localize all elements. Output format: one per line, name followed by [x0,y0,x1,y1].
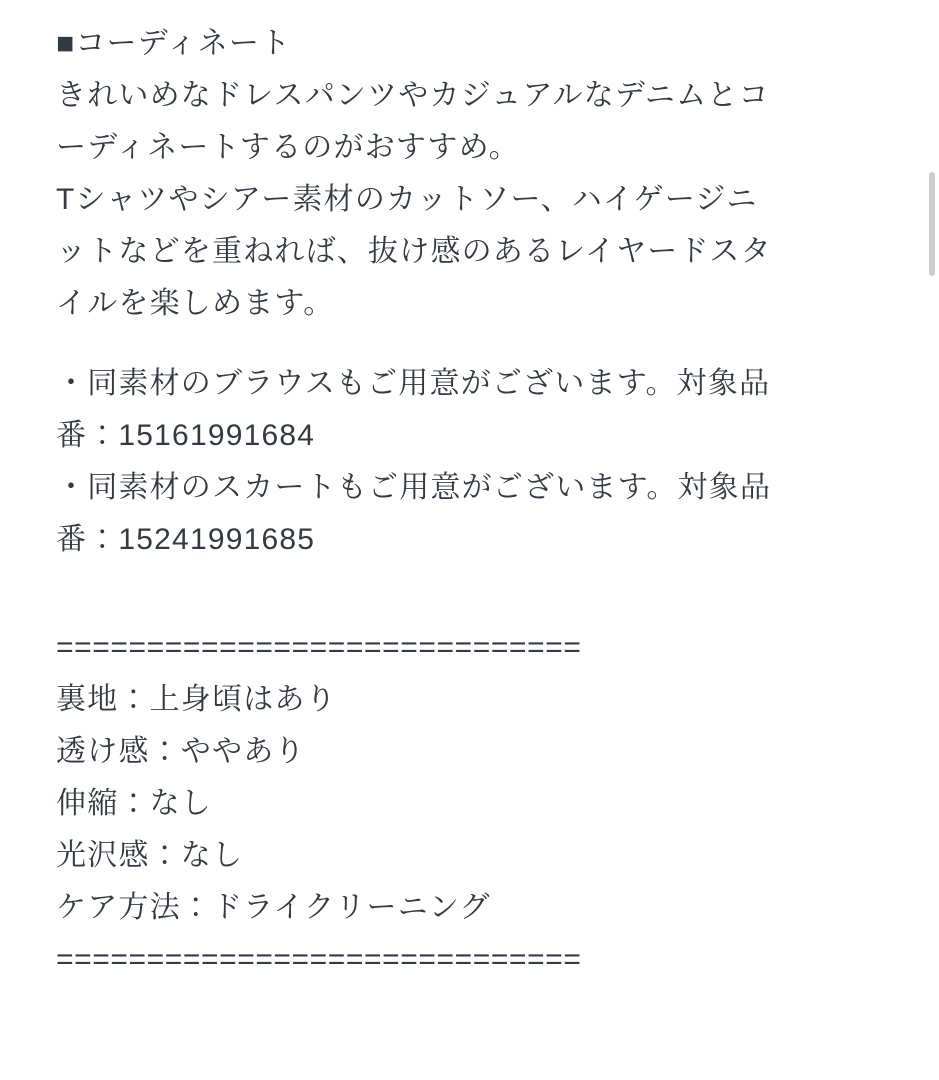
spec-line: 光沢感：なし [56,839,244,872]
section-heading-coordinate: ■コーディネート [56,27,292,60]
paragraph-line: ・同素材のブラウスもご用意がございます。対象品 [56,367,771,400]
paragraph-gap [56,566,879,622]
section-coordinate [56,18,879,330]
paragraph-line: ーディネートするのがおすすめ。 [56,131,520,164]
scrollbar-thumb[interactable] [929,172,935,276]
paragraph-line: Tシャツやシアー素材のカットソー、ハイゲージニ [56,183,758,216]
spec-line: 裏地：上身頃はあり [56,683,337,716]
divider-bottom: ============================= [56,943,582,976]
paragraph-line: 番：15241991685 [56,523,316,556]
divider-top: ============================= [56,631,582,664]
section-spec [56,622,879,986]
paragraph-gap [56,330,879,358]
spec-line: 透け感：ややあり [56,735,306,768]
paragraph-line: 番：15161991684 [56,419,316,452]
paragraph-line: きれいめなドレスパンツやカジュアルなデニムとコ [56,79,770,112]
spec-line: 伸縮：なし [56,787,212,820]
paragraph-line: ・同素材のスカートもご用意がございます。対象品 [56,471,772,504]
paragraph-line: ットなどを重ねれば、抜け感のあるレイヤードスタ [56,235,772,268]
paragraph-line: イルを楽しめます。 [56,287,335,320]
vertical-scrollbar[interactable] [925,0,939,1080]
spec-line: ケア方法：ドライクリーニング [56,891,491,924]
section-related-items [56,358,879,566]
